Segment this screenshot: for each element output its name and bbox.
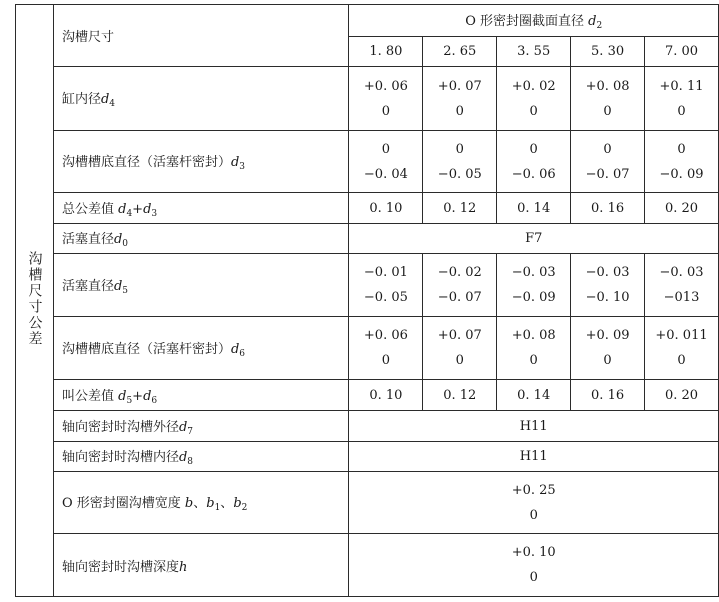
tolerance-cell (571, 131, 645, 193)
row-label-piston-d0 (53, 224, 349, 254)
value-cell: 0. 16 (571, 193, 645, 224)
lower-deviation: −0. 09 (659, 166, 704, 182)
size-cell: 3. 55 (497, 37, 571, 67)
tolerance-cell (349, 472, 719, 534)
symbol: b (206, 496, 215, 511)
lower-deviation: 0 (381, 103, 391, 119)
lower-deviation: 0 (529, 507, 538, 523)
upper-deviation: 0 (381, 141, 391, 157)
groove-size-header (53, 5, 349, 67)
upper-deviation: +0. 11 (659, 78, 704, 94)
lower-deviation: 0 (455, 103, 464, 119)
value-cell: H11 (349, 411, 719, 442)
upper-deviation: +0. 07 (437, 328, 482, 343)
subscript: 6 (239, 348, 246, 359)
tolerance-cell (571, 254, 645, 317)
row-label-total-tolerance-2 (53, 380, 349, 411)
separator: 、 (193, 496, 207, 511)
label-text: 轴向密封时沟槽深度 (61, 559, 179, 575)
subscript: 1 (214, 503, 221, 513)
symbol: d (230, 341, 240, 357)
size-cell: 2. 65 (423, 37, 497, 67)
upper-deviation: +0. 25 (511, 482, 556, 498)
upper-deviation: +0. 08 (511, 328, 556, 343)
subscript: 7 (187, 426, 194, 437)
subscript: 4 (126, 208, 133, 219)
value-cell: 0. 14 (497, 380, 571, 411)
lower-deviation: −0. 04 (363, 166, 408, 182)
subscript: 0 (122, 239, 129, 249)
lower-deviation: −0. 06 (511, 166, 556, 182)
upper-deviation: 0 (603, 141, 612, 157)
lower-deviation: −0. 07 (437, 290, 482, 305)
label-text: 叫公差值 (61, 388, 114, 404)
groove-tolerance-table (15, 4, 719, 597)
tolerance-cell (423, 317, 497, 380)
lower-deviation: 0 (677, 103, 686, 119)
upper-deviation: +0. 011 (655, 328, 708, 343)
tolerance-cell (645, 254, 719, 317)
tolerance-cell (497, 67, 571, 131)
upper-deviation: 0 (455, 141, 464, 157)
symbol: d (118, 388, 127, 404)
row-label-axial-inner (53, 442, 349, 472)
label-text: 沟槽槽底直径（活塞杆密封） (61, 155, 231, 170)
symbol: d (113, 232, 123, 247)
label-text: O 形密封圈沟槽宽度 (61, 496, 181, 511)
symbol: d (113, 278, 123, 294)
lower-deviation: 0 (455, 353, 464, 368)
upper-deviation: −0. 02 (437, 265, 482, 280)
upper-deviation: 0 (677, 141, 686, 157)
lower-deviation: 0 (381, 353, 391, 368)
row-label-groove-bottom-piston (53, 317, 349, 380)
row-label-total-tolerance-1 (53, 193, 349, 224)
groove-size-label: 沟槽尺寸 (61, 30, 114, 45)
plus-sign: + (132, 201, 144, 217)
size-cell: 5. 30 (571, 37, 645, 67)
tolerance-cell (349, 67, 423, 131)
row-label-groove-width (53, 472, 349, 534)
symbol: b (184, 496, 194, 511)
lower-deviation: −0. 05 (363, 290, 408, 305)
tolerance-cell (571, 317, 645, 380)
size-cell: 1. 80 (349, 37, 423, 67)
upper-deviation: −0. 01 (363, 265, 408, 280)
upper-deviation: +0. 02 (511, 78, 556, 94)
value-cell: F7 (349, 224, 719, 254)
upper-deviation: +0. 08 (585, 78, 630, 94)
value-cell: H11 (349, 442, 719, 472)
tolerance-cell (497, 254, 571, 317)
cross-section-sub: 2 (596, 21, 603, 31)
upper-deviation: +0. 06 (363, 78, 408, 94)
row-label-bore (53, 67, 349, 131)
subscript: 8 (187, 457, 194, 467)
lower-deviation: −0. 09 (511, 290, 556, 305)
tolerance-cell (645, 317, 719, 380)
cross-section-symbol: d (588, 14, 597, 29)
plus-sign: + (132, 388, 144, 404)
upper-deviation: −0. 03 (659, 265, 704, 280)
subscript: 3 (239, 162, 246, 172)
symbol: d (178, 450, 188, 465)
label-text: 活塞直径 (61, 232, 114, 247)
lower-deviation: 0 (603, 353, 612, 368)
tolerance-cell (645, 131, 719, 193)
label-text: 总公差值 (61, 201, 114, 217)
symbol: d (100, 92, 110, 107)
tolerance-cell (497, 317, 571, 380)
value-cell: 0. 16 (571, 380, 645, 411)
label-text: 轴向密封时沟槽外径 (61, 419, 179, 435)
symbol: b (233, 496, 242, 511)
side-label-cell (16, 5, 54, 597)
row-label-axial-depth (53, 534, 349, 597)
label-text: 沟槽槽底直径（活塞杆密封） (61, 341, 231, 357)
value-cell: 0. 12 (423, 380, 497, 411)
row-label-axial-outer (53, 411, 349, 442)
lower-deviation: −0. 07 (585, 166, 630, 182)
tolerance-cell (497, 131, 571, 193)
tolerance-cell (349, 131, 423, 193)
tolerance-cell (571, 67, 645, 131)
symbol: d (178, 419, 188, 435)
side-label: 沟槽尺寸公差 (26, 250, 43, 347)
label-text: 活塞直径 (61, 278, 114, 294)
lower-deviation: 0 (677, 353, 686, 368)
tolerance-cell (423, 254, 497, 317)
symbol: d (118, 201, 127, 217)
value-cell: 0. 14 (497, 193, 571, 224)
value-cell: 0. 20 (645, 380, 719, 411)
upper-deviation: +0. 09 (585, 328, 630, 343)
lower-deviation: 0 (529, 570, 538, 585)
value-cell: 0. 10 (349, 380, 423, 411)
upper-deviation: −0. 03 (585, 265, 630, 280)
label-text: 缸内径 (61, 92, 101, 107)
symbol: d (143, 201, 152, 217)
lower-deviation: 0 (529, 353, 538, 368)
value-cell: 0. 20 (645, 193, 719, 224)
upper-deviation: −0. 03 (511, 265, 556, 280)
tolerance-cell (349, 317, 423, 380)
row-label-piston-d5 (53, 254, 349, 317)
value-cell: 0. 12 (423, 193, 497, 224)
subscript: 5 (126, 395, 133, 406)
lower-deviation: −0. 05 (437, 166, 482, 182)
upper-deviation: +0. 10 (511, 545, 556, 560)
lower-deviation: −0. 10 (585, 290, 630, 305)
subscript: 3 (151, 208, 158, 219)
tolerance-cell (349, 534, 719, 597)
subscript: 5 (122, 285, 129, 296)
symbol: d (143, 388, 152, 404)
separator: 、 (220, 496, 234, 511)
symbol: h (178, 559, 188, 575)
upper-deviation: +0. 07 (437, 78, 482, 94)
size-cell: 7. 00 (645, 37, 719, 67)
lower-deviation: 0 (529, 103, 538, 119)
row-label-groove-bottom-rod (53, 131, 349, 193)
subscript: 2 (241, 503, 248, 513)
label-text: 轴向密封时沟槽内径 (61, 450, 179, 465)
tolerance-cell (423, 131, 497, 193)
symbol: d (230, 155, 240, 170)
tolerance-cell (645, 67, 719, 131)
cross-section-label: O 形密封圈截面直径 (465, 14, 585, 29)
upper-deviation: 0 (529, 141, 538, 157)
lower-deviation: −013 (663, 290, 700, 305)
lower-deviation: 0 (603, 103, 612, 119)
subscript: 6 (151, 395, 158, 406)
value-cell: 0. 10 (349, 193, 423, 224)
tolerance-cell (349, 254, 423, 317)
subscript: 4 (109, 99, 116, 109)
cross-section-header (349, 5, 719, 37)
tolerance-cell (423, 67, 497, 131)
upper-deviation: +0. 06 (363, 328, 408, 343)
